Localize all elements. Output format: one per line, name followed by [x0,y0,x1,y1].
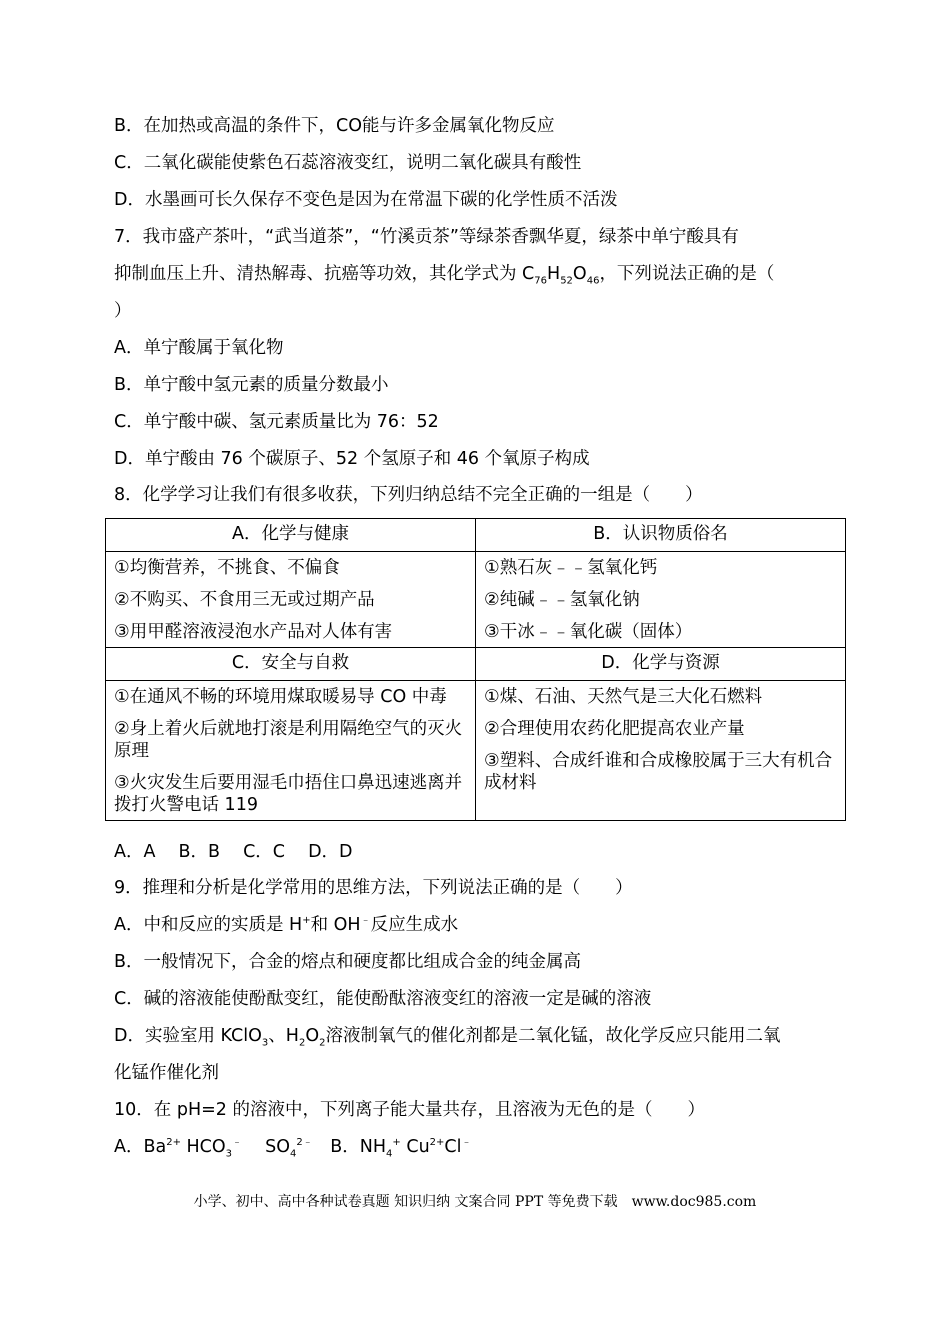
q8-options: A．A B．B C．C D．D [114,842,353,862]
d-item-2: ②合理使用农药化肥提高农业产量 [484,719,745,739]
q7-stem-line3: ） [114,301,132,321]
cell-c-body [106,681,476,821]
b-item-2: ②纯碱﹣﹣氢氧化钠 [484,590,640,610]
a-item-3: ③用甲醛溶液浸泡水产品对人体有害 [114,622,393,642]
q8-stem: 8．化学学习让我们有很多收获，下列归纳总结不完全正确的一组是（ ） [114,485,703,505]
q7-option-a: A．单宁酸属于氧化物 [114,338,284,358]
q9-option-c: C．碱的溶液能使酚酞变红，能使酚酞溶液变红的溶液一定是碱的溶液 [114,989,652,1009]
q10-options: A．$Ba^{2+}$ $HCO_3^﹣$ $SO_4^{2﹣}$ B．$NH_4^+$ $Cu^{2+}Cl^﹣$ [114,1137,472,1160]
q7-option-c: C．单宁酸中碳、氢元素质量比为 76：52 [114,412,439,432]
cell-d-body [476,681,846,821]
q7-stem-line2: 抑制血压上升、清热解毒、抗癌等功效，其化学式为 $C_{76}H_{52}O_{46}$，下列说法正确的是（ [114,264,775,287]
cell-b-body [476,552,846,648]
b-item-1: ①熟石灰﹣﹣氢氧化钙 [484,558,658,578]
q6-option-d: D．水墨画可长久保存不变色是因为在常温下碳的化学性质不活泼 [114,190,618,210]
q6-option-c: C．二氧化碳能使紫色石蕊溶液变红，说明二氧化碳具有酸性 [114,153,582,173]
b-item-3: ③干冰﹣﹣氧化碳（固体） [484,622,693,642]
q7-stem-line1: 7．我市盛产茶叶，“武当道茶”，“竹溪贡茶”等绿茶香飘华夏，绿茶中单宁酸具有 [114,227,739,247]
c-item-1: ①在通风不畅的环境用煤取暖易导 CO 中毒 [114,687,447,707]
q7-option-b: B．单宁酸中氢元素的质量分数最小 [114,375,389,395]
q7-option-d: D．单宁酸由 76 个碳原子、52 个氢原子和 46 个氧原子构成 [114,449,590,469]
cell-d-head: D．化学与资源 [476,648,846,681]
cell-b-head: B．认识物质俗名 [476,519,846,552]
c-item-3: ③火灾发生后要用湿毛巾捂住口鼻迅速逃离并拨打火警电话 119 [114,773,463,815]
page-footer: 小学、初中、高中各种试卷真题 知识归纳 文案合同 PPT 等免费下载 www.doc985.com [193,1194,757,1210]
q10-stem: 10．在 pH=2 的溶液中，下列离子能大量共存，且溶液为无色的是（ ） [114,1100,705,1120]
q9-stem: 9．推理和分析是化学常用的思维方法，下列说法正确的是（ ） [114,878,633,898]
q9-option-d-line2: 化锰作催化剂 [114,1063,219,1083]
a-item-2: ②不购买、不食用三无或过期产品 [114,590,375,610]
a-item-1: ①均衡营养，不挑食、不偏食 [114,558,340,578]
d-item-3: ③塑料、合成纤谁和合成橡胶属于三大有机合成材料 [484,751,833,793]
cell-a-head: A．化学与健康 [106,519,476,552]
d-item-1: ①煤、石油、天然气是三大化石燃料 [484,687,763,707]
c-item-2: ②身上着火后就地打滚是利用隔绝空气的灭火原理 [114,719,463,761]
q9-option-a: A．中和反应的实质是 H+和 OH﹣反应生成水 [114,915,459,935]
q6-option-b: B．在加热或高温的条件下，CO能与许多金属氧化物反应 [114,116,555,136]
q9-option-b: B．一般情况下，合金的熔点和硬度都比组成合金的纯金属高 [114,952,582,972]
cell-a-body [106,552,476,648]
cell-c-head: C．安全与自救 [106,648,476,681]
q9-option-d: D．实验室用 KClO$_3$、$H_2O_2$溶液制氧气的催化剂都是二氧化锰，故化学反应只能用二氧 [114,1026,781,1049]
q8-table [105,518,846,821]
